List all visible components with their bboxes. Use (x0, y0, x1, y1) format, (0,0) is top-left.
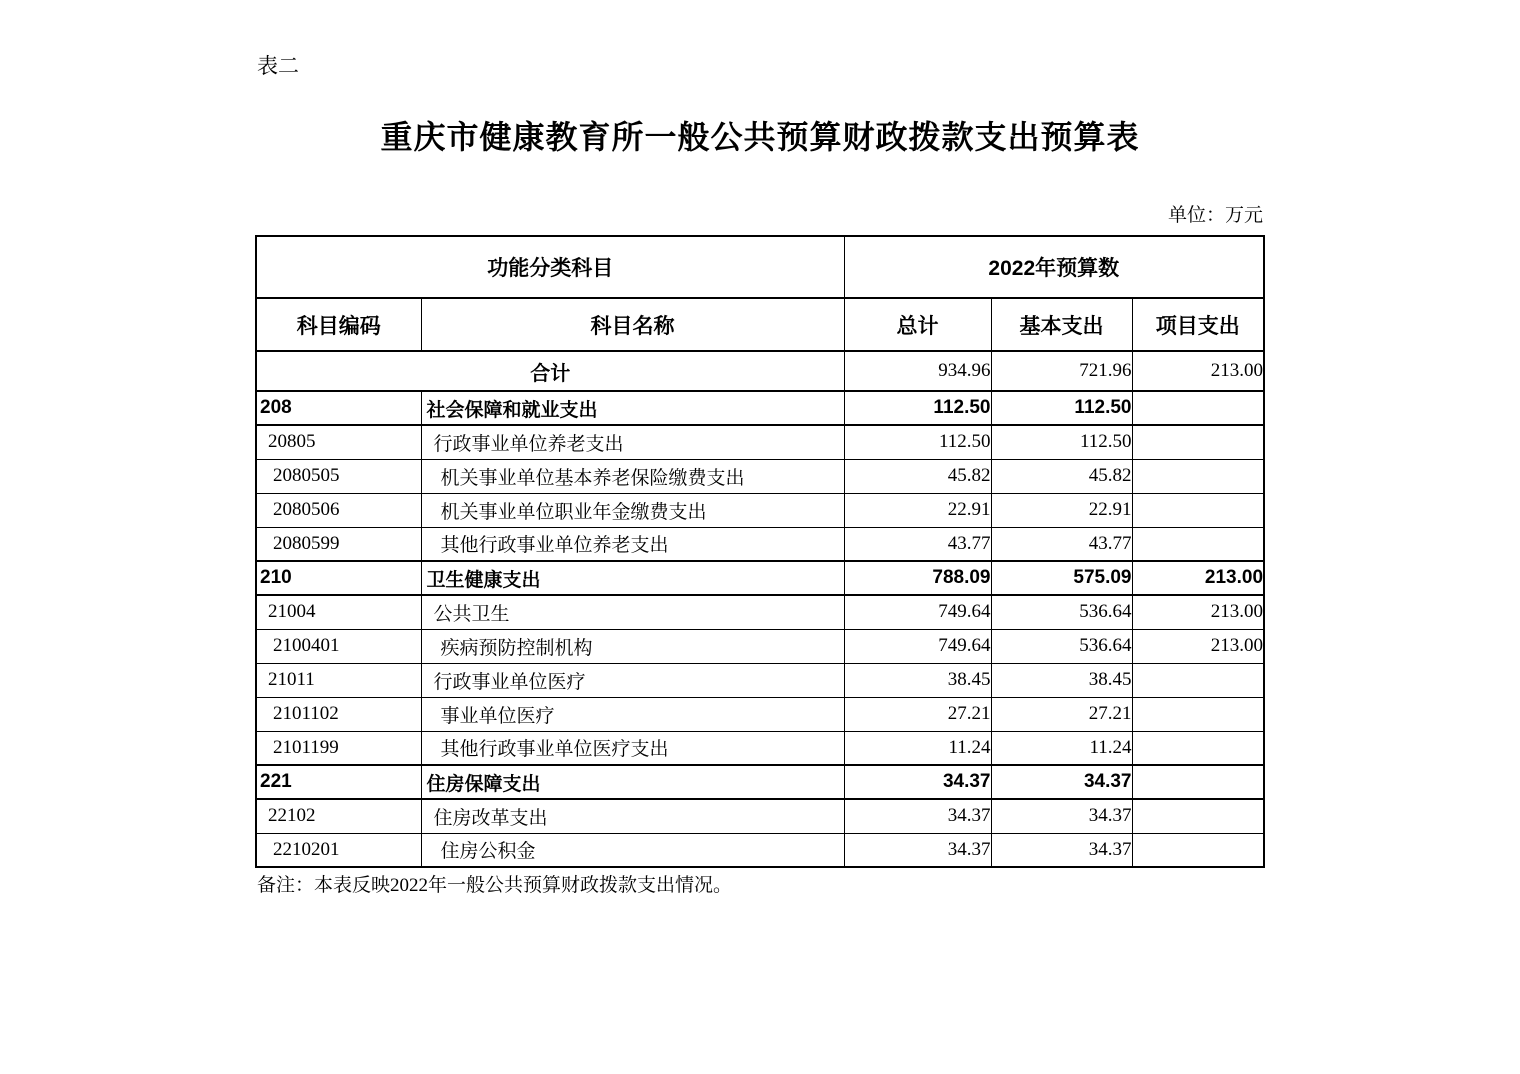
page-title: 重庆市健康教育所一般公共预算财政拨款支出预算表 (380, 119, 1140, 155)
total-value-cell: 112.50 (844, 425, 991, 459)
subject-name-cell: 住房改革支出 (421, 799, 844, 833)
table-row (256, 425, 1264, 459)
basic-expense-cell: 45.82 (991, 459, 1132, 493)
footnote: 备注：本表反映2022年一般公共预算财政拨款支出情况。 (257, 875, 733, 896)
project-expense-cell (1132, 833, 1264, 867)
subject-name-cell: 事业单位医疗 (421, 697, 844, 731)
total-value-cell: 749.64 (844, 595, 991, 629)
total-value-cell: 34.37 (844, 833, 991, 867)
subject-code-cell: 2100401 (256, 629, 421, 663)
unit-label: 单位：万元 (1167, 205, 1263, 226)
table-row (256, 765, 1264, 799)
basic-expense-cell: 112.50 (991, 391, 1132, 425)
basic-expense-cell: 43.77 (991, 527, 1132, 561)
project-expense-cell (1132, 697, 1264, 731)
total-value-cell: 27.21 (844, 697, 991, 731)
total-value-cell: 22.91 (844, 493, 991, 527)
col-header-subject-name: 科目名称 (421, 298, 844, 351)
project-expense-cell (1132, 663, 1264, 697)
subject-code-cell: 21011 (256, 663, 421, 697)
subject-code-cell: 208 (256, 391, 421, 425)
total-value-cell: 112.50 (844, 391, 991, 425)
table-number-label: 表二 (257, 54, 299, 78)
table-header-columns-row (256, 298, 1264, 351)
total-value-cell: 34.37 (844, 765, 991, 799)
subject-code-cell: 20805 (256, 425, 421, 459)
basic-expense-cell: 34.37 (991, 765, 1132, 799)
subject-code-cell: 2080506 (256, 493, 421, 527)
basic-expense-cell: 38.45 (991, 663, 1132, 697)
basic-expense-cell: 27.21 (991, 697, 1132, 731)
grand-total-basic: 721.96 (991, 351, 1132, 391)
subject-name-cell: 机关事业单位基本养老保险缴费支出 (421, 459, 844, 493)
col-header-subject-code: 科目编码 (256, 298, 421, 351)
subject-name-cell: 行政事业单位养老支出 (421, 425, 844, 459)
table-header (256, 236, 1264, 351)
subject-name-cell: 卫生健康支出 (421, 561, 844, 595)
col-header-basic-expense: 基本支出 (991, 298, 1132, 351)
table-header-group-row (256, 236, 1264, 298)
total-value-cell: 38.45 (844, 663, 991, 697)
subject-code-cell: 2101102 (256, 697, 421, 731)
table-row (256, 595, 1264, 629)
basic-expense-cell: 11.24 (991, 731, 1132, 765)
subject-name-cell: 行政事业单位医疗 (421, 663, 844, 697)
total-value-cell: 34.37 (844, 799, 991, 833)
total-value-cell: 43.77 (844, 527, 991, 561)
subject-name-cell: 社会保障和就业支出 (421, 391, 844, 425)
table-row (256, 391, 1264, 425)
subject-name-cell: 住房公积金 (421, 833, 844, 867)
total-value-cell: 45.82 (844, 459, 991, 493)
table-row (256, 833, 1264, 867)
table-row-grand-total (256, 351, 1264, 391)
total-value-cell: 749.64 (844, 629, 991, 663)
table-row (256, 663, 1264, 697)
budget-table (255, 235, 1265, 868)
project-expense-cell (1132, 493, 1264, 527)
grand-total-project: 213.00 (1132, 351, 1264, 391)
col-header-project-expense: 项目支出 (1132, 298, 1264, 351)
table-row (256, 731, 1264, 765)
table-row (256, 527, 1264, 561)
grand-total-label: 合计 (256, 351, 844, 391)
project-expense-cell (1132, 527, 1264, 561)
basic-expense-cell: 34.37 (991, 799, 1132, 833)
basic-expense-cell: 34.37 (991, 833, 1132, 867)
table-body (256, 351, 1264, 867)
project-expense-cell: 213.00 (1132, 595, 1264, 629)
subject-name-cell: 疾病预防控制机构 (421, 629, 844, 663)
subject-code-cell: 2080505 (256, 459, 421, 493)
subject-code-cell: 22102 (256, 799, 421, 833)
project-expense-cell (1132, 391, 1264, 425)
subject-name-cell: 机关事业单位职业年金缴费支出 (421, 493, 844, 527)
project-expense-cell (1132, 425, 1264, 459)
table-row (256, 697, 1264, 731)
subject-code-cell: 2080599 (256, 527, 421, 561)
table-row (256, 459, 1264, 493)
project-expense-cell: 213.00 (1132, 561, 1264, 595)
project-expense-cell: 213.00 (1132, 629, 1264, 663)
table-row (256, 799, 1264, 833)
basic-expense-cell: 536.64 (991, 629, 1132, 663)
grand-total-total: 934.96 (844, 351, 991, 391)
project-expense-cell (1132, 731, 1264, 765)
subject-name-cell: 住房保障支出 (421, 765, 844, 799)
basic-expense-cell: 536.64 (991, 595, 1132, 629)
total-value-cell: 788.09 (844, 561, 991, 595)
subject-code-cell: 2210201 (256, 833, 421, 867)
project-expense-cell (1132, 459, 1264, 493)
total-value-cell: 11.24 (844, 731, 991, 765)
subject-name-cell: 公共卫生 (421, 595, 844, 629)
basic-expense-cell: 575.09 (991, 561, 1132, 595)
col-header-total: 总计 (844, 298, 991, 351)
table-row (256, 493, 1264, 527)
column-group-function-classification: 功能分类科目 (256, 236, 844, 298)
basic-expense-cell: 112.50 (991, 425, 1132, 459)
table-row (256, 561, 1264, 595)
subject-code-cell: 2101199 (256, 731, 421, 765)
subject-code-cell: 21004 (256, 595, 421, 629)
subject-code-cell: 210 (256, 561, 421, 595)
project-expense-cell (1132, 799, 1264, 833)
column-group-2022-budget: 2022年预算数 (844, 236, 1264, 298)
subject-name-cell: 其他行政事业单位医疗支出 (421, 731, 844, 765)
table-row (256, 629, 1264, 663)
basic-expense-cell: 22.91 (991, 493, 1132, 527)
subject-name-cell: 其他行政事业单位养老支出 (421, 527, 844, 561)
subject-code-cell: 221 (256, 765, 421, 799)
project-expense-cell (1132, 765, 1264, 799)
